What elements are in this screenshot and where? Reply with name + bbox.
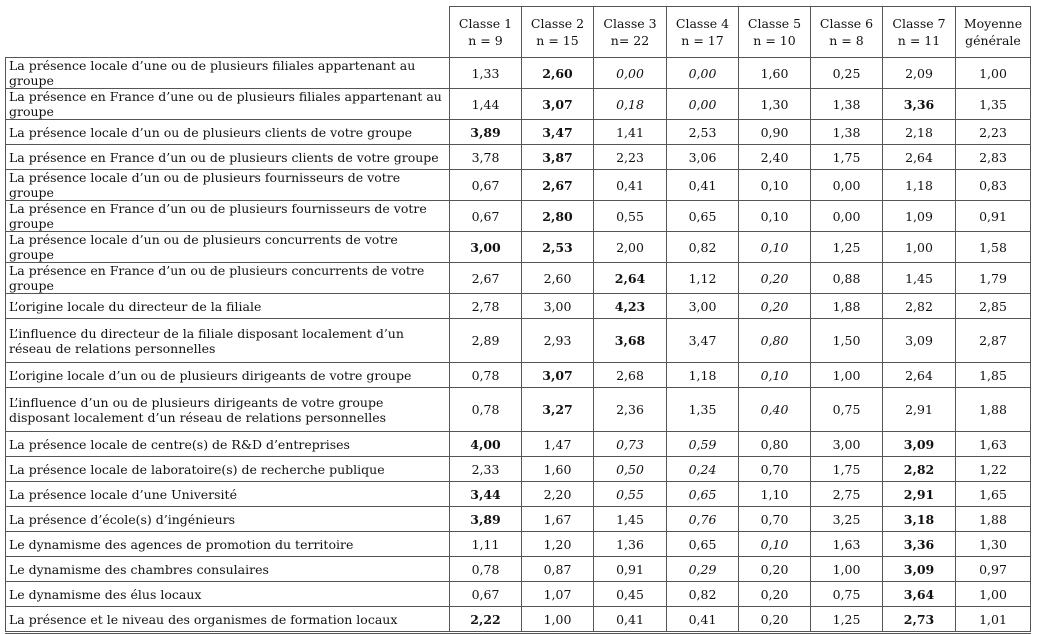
- table-cell: 0,00: [667, 89, 739, 120]
- table-cell: 3,44: [450, 482, 522, 507]
- table-cell: 3,09: [883, 319, 956, 363]
- table-cell: 0,00: [811, 170, 883, 201]
- table-cell: 0,76: [667, 507, 739, 532]
- table-cell: 2,67: [450, 263, 522, 294]
- table-cell: 1,44: [450, 89, 522, 120]
- table-cell: 3,07: [522, 89, 594, 120]
- table-cell: 0,20: [739, 607, 811, 633]
- table-row: [6, 319, 1031, 363]
- table-cell: 2,82: [883, 294, 956, 319]
- table-cell: 2,33: [450, 457, 522, 482]
- column-title: Classe 5: [747, 16, 802, 31]
- column-title: Classe 2: [530, 16, 585, 31]
- row-label: La présence en France d’un ou de plusieurs clients de votre groupe: [6, 145, 450, 170]
- table-cell: 0,41: [667, 170, 739, 201]
- table-cell: 0,90: [739, 120, 811, 145]
- table-cell: 0,00: [667, 58, 739, 89]
- table-cell: 1,20: [522, 532, 594, 557]
- table-cell: 2,00: [594, 232, 667, 263]
- column-count: n= 22: [610, 33, 650, 48]
- table-cell: 0,10: [739, 532, 811, 557]
- table-cell: 2,60: [522, 58, 594, 89]
- table-cell: 1,11: [450, 532, 522, 557]
- row-label: La présence locale de laboratoire(s) de recherche publique: [6, 457, 450, 482]
- table-row: [6, 457, 1031, 482]
- table-cell: 0,67: [450, 582, 522, 607]
- table-cell: 1,12: [667, 263, 739, 294]
- table-cell: 1,41: [594, 120, 667, 145]
- table-cell: 0,88: [811, 263, 883, 294]
- table-cell: 0,00: [811, 201, 883, 232]
- table-cell: 2,36: [594, 388, 667, 432]
- table-cell: 3,00: [667, 294, 739, 319]
- table-cell: 3,27: [522, 388, 594, 432]
- table-cell: 1,01: [956, 607, 1031, 633]
- table-cell: 2,53: [522, 232, 594, 263]
- table-cell: 1,00: [522, 607, 594, 633]
- row-label: L’influence du directeur de la filiale disposant localement d’un réseau de relations personnelles: [6, 319, 450, 363]
- table-cell: 4,23: [594, 294, 667, 319]
- table-cell: 1,00: [811, 363, 883, 388]
- table-cell: 0,41: [594, 607, 667, 633]
- table-cell: 1,30: [956, 532, 1031, 557]
- results-table: [5, 6, 1031, 634]
- table-cell: 0,18: [594, 89, 667, 120]
- table-cell: 1,85: [956, 363, 1031, 388]
- table-cell: 3,36: [883, 532, 956, 557]
- table-cell: 0,10: [739, 363, 811, 388]
- table-cell: 0,80: [739, 319, 811, 363]
- table-cell: 1,22: [956, 457, 1031, 482]
- table-row: [6, 482, 1031, 507]
- column-header: [956, 7, 1031, 58]
- row-label: La présence en France d’une ou de plusieurs filiales appartenant au groupe: [6, 89, 450, 120]
- table-cell: 0,40: [739, 388, 811, 432]
- table-cell: 0,20: [739, 582, 811, 607]
- table-cell: 2,78: [450, 294, 522, 319]
- table-cell: 3,64: [883, 582, 956, 607]
- table-cell: 1,07: [522, 582, 594, 607]
- table-row: [6, 201, 1031, 232]
- table-cell: 0,29: [667, 557, 739, 582]
- table-cell: 0,55: [594, 482, 667, 507]
- row-label: La présence locale d’un ou de plusieurs clients de votre groupe: [6, 120, 450, 145]
- table-cell: 0,25: [811, 58, 883, 89]
- table-cell: 0,41: [667, 607, 739, 633]
- table-cell: 2,91: [883, 482, 956, 507]
- table-cell: 0,65: [667, 201, 739, 232]
- table-row: [6, 432, 1031, 457]
- table-cell: 2,82: [883, 457, 956, 482]
- table-cell: 2,64: [883, 145, 956, 170]
- table-cell: 1,00: [811, 557, 883, 582]
- table-cell: 3,00: [450, 232, 522, 263]
- table-cell: 0,20: [739, 294, 811, 319]
- table-cell: 2,83: [956, 145, 1031, 170]
- table-cell: 1,00: [956, 58, 1031, 89]
- row-label: L’influence d’un ou de plusieurs dirigeants de votre groupe disposant localement d’un réseau de relations personnelles: [6, 388, 450, 432]
- column-title: Classe 7: [892, 16, 946, 31]
- table-cell: 1,63: [956, 432, 1031, 457]
- column-count: n = 8: [829, 33, 864, 48]
- table-cell: 1,75: [811, 457, 883, 482]
- table-cell: 3,47: [667, 319, 739, 363]
- table-cell: 3,06: [667, 145, 739, 170]
- table-cell: 0,65: [667, 482, 739, 507]
- table-cell: 1,35: [667, 388, 739, 432]
- column-header: [811, 7, 883, 58]
- table-cell: 2,64: [883, 363, 956, 388]
- column-count: générale: [965, 33, 1021, 48]
- row-label: La présence locale d’une Université: [6, 482, 450, 507]
- table-cell: 2,09: [883, 58, 956, 89]
- table-cell: 2,40: [739, 145, 811, 170]
- table-cell: 1,60: [522, 457, 594, 482]
- table-cell: 0,70: [739, 507, 811, 532]
- table-cell: 3,00: [811, 432, 883, 457]
- table-row: [6, 507, 1031, 532]
- table-cell: 2,80: [522, 201, 594, 232]
- table-cell: 3,87: [522, 145, 594, 170]
- table-cell: 1,79: [956, 263, 1031, 294]
- column-header: [667, 7, 739, 58]
- row-label: La présence et le niveau des organismes de formation locaux: [6, 607, 450, 633]
- row-label: La présence locale d’un ou de plusieurs fournisseurs de votre groupe: [6, 170, 450, 201]
- table-cell: 2,23: [594, 145, 667, 170]
- table-row: [6, 532, 1031, 557]
- table-cell: 0,97: [956, 557, 1031, 582]
- table-cell: 2,87: [956, 319, 1031, 363]
- table-container: [5, 6, 1030, 634]
- column-count: n = 15: [536, 33, 579, 48]
- table-cell: 3,36: [883, 89, 956, 120]
- table-cell: 0,83: [956, 170, 1031, 201]
- column-count: n = 17: [681, 33, 724, 48]
- table-cell: 0,75: [811, 388, 883, 432]
- table-cell: 1,18: [667, 363, 739, 388]
- table-cell: 2,22: [450, 607, 522, 633]
- table-cell: 0,78: [450, 557, 522, 582]
- table-cell: 3,00: [522, 294, 594, 319]
- table-cell: 1,18: [883, 170, 956, 201]
- table-cell: 4,00: [450, 432, 522, 457]
- column-title: Classe 6: [819, 16, 874, 31]
- table-cell: 0,10: [739, 232, 811, 263]
- table-cell: 1,45: [594, 507, 667, 532]
- table-cell: 3,07: [522, 363, 594, 388]
- column-header: [739, 7, 811, 58]
- column-count: n = 10: [753, 33, 796, 48]
- table-cell: 0,10: [739, 170, 811, 201]
- table-cell: 1,88: [956, 388, 1031, 432]
- table-cell: 3,09: [883, 432, 956, 457]
- table-cell: 2,67: [522, 170, 594, 201]
- table-cell: 3,89: [450, 507, 522, 532]
- table-row: [6, 582, 1031, 607]
- table-row: [6, 388, 1031, 432]
- row-label: Le dynamisme des chambres consulaires: [6, 557, 450, 582]
- table-cell: 0,78: [450, 388, 522, 432]
- table-cell: 1,88: [811, 294, 883, 319]
- table-cell: 1,65: [956, 482, 1031, 507]
- table-cell: 0,00: [594, 58, 667, 89]
- row-label: La présence en France d’un ou de plusieurs concurrents de votre groupe: [6, 263, 450, 294]
- table-row: [6, 89, 1031, 120]
- column-title: Classe 1: [458, 16, 513, 31]
- table-cell: 0,20: [739, 557, 811, 582]
- table-cell: 1,88: [956, 507, 1031, 532]
- table-cell: 0,41: [594, 170, 667, 201]
- table-cell: 0,78: [450, 363, 522, 388]
- row-label: La présence locale d’un ou de plusieurs concurrents de votre groupe: [6, 232, 450, 263]
- table-cell: 0,82: [667, 582, 739, 607]
- column-count: n = 11: [897, 33, 941, 48]
- table-cell: 0,59: [667, 432, 739, 457]
- table-cell: 0,20: [739, 263, 811, 294]
- header-row: [6, 7, 1031, 58]
- table-cell: 1,67: [522, 507, 594, 532]
- column-header: [883, 7, 956, 58]
- row-label: La présence d’école(s) d’ingénieurs: [6, 507, 450, 532]
- table-cell: 2,64: [594, 263, 667, 294]
- table-cell: 1,00: [956, 582, 1031, 607]
- column-header: [450, 7, 522, 58]
- table-row: [6, 145, 1031, 170]
- table-cell: 0,91: [956, 201, 1031, 232]
- row-label: Le dynamisme des élus locaux: [6, 582, 450, 607]
- table-row: [6, 557, 1031, 582]
- table-cell: 2,91: [883, 388, 956, 432]
- column-title: Moyenne: [963, 16, 1023, 31]
- table-cell: 2,89: [450, 319, 522, 363]
- column-header: [594, 7, 667, 58]
- table-cell: 3,09: [883, 557, 956, 582]
- table-cell: 1,38: [811, 120, 883, 145]
- row-label: Le dynamisme des agences de promotion du territoire: [6, 532, 450, 557]
- table-cell: 0,50: [594, 457, 667, 482]
- table-cell: 1,10: [739, 482, 811, 507]
- table-cell: 1,47: [522, 432, 594, 457]
- table-cell: 2,20: [522, 482, 594, 507]
- table-body: [6, 58, 1031, 633]
- column-count: n = 9: [468, 33, 503, 48]
- row-label: La présence locale d’une ou de plusieurs filiales appartenant au groupe: [6, 58, 450, 89]
- column-title: Classe 3: [603, 16, 657, 31]
- table-cell: 0,82: [667, 232, 739, 263]
- table-cell: 1,00: [883, 232, 956, 263]
- table-cell: 1,60: [739, 58, 811, 89]
- column-header: [522, 7, 594, 58]
- table-cell: 2,53: [667, 120, 739, 145]
- table-cell: 1,30: [739, 89, 811, 120]
- corner-cell: [6, 7, 450, 58]
- table-cell: 0,87: [522, 557, 594, 582]
- table-cell: 1,33: [450, 58, 522, 89]
- table-cell: 3,68: [594, 319, 667, 363]
- table-cell: 1,38: [811, 89, 883, 120]
- table-row: [6, 607, 1031, 633]
- table-row: [6, 120, 1031, 145]
- table-cell: 2,68: [594, 363, 667, 388]
- table-row: [6, 170, 1031, 201]
- row-label: L’origine locale d’un ou de plusieurs dirigeants de votre groupe: [6, 363, 450, 388]
- table-cell: 0,75: [811, 582, 883, 607]
- table-cell: 2,60: [522, 263, 594, 294]
- table-cell: 0,73: [594, 432, 667, 457]
- table-cell: 3,25: [811, 507, 883, 532]
- table-row: [6, 58, 1031, 89]
- table-cell: 0,70: [739, 457, 811, 482]
- table-cell: 3,78: [450, 145, 522, 170]
- table-row: [6, 232, 1031, 263]
- table-cell: 1,75: [811, 145, 883, 170]
- table-cell: 2,75: [811, 482, 883, 507]
- table-row: [6, 294, 1031, 319]
- table-cell: 1,45: [883, 263, 956, 294]
- table-cell: 3,89: [450, 120, 522, 145]
- table-cell: 0,80: [739, 432, 811, 457]
- table-cell: 3,18: [883, 507, 956, 532]
- table-cell: 2,23: [956, 120, 1031, 145]
- table-cell: 2,93: [522, 319, 594, 363]
- table-cell: 1,25: [811, 607, 883, 633]
- table-cell: 1,36: [594, 532, 667, 557]
- table-cell: 0,55: [594, 201, 667, 232]
- table-cell: 0,91: [594, 557, 667, 582]
- table-cell: 0,67: [450, 201, 522, 232]
- row-label: La présence locale de centre(s) de R&D d’entreprises: [6, 432, 450, 457]
- table-cell: 0,24: [667, 457, 739, 482]
- table-cell: 1,25: [811, 232, 883, 263]
- table-cell: 2,73: [883, 607, 956, 633]
- table-row: [6, 263, 1031, 294]
- table-cell: 0,65: [667, 532, 739, 557]
- table-cell: 0,10: [739, 201, 811, 232]
- table-cell: 2,85: [956, 294, 1031, 319]
- table-cell: 1,63: [811, 532, 883, 557]
- table-row: [6, 363, 1031, 388]
- table-cell: 1,09: [883, 201, 956, 232]
- column-title: Classe 4: [675, 16, 730, 31]
- table-cell: 3,47: [522, 120, 594, 145]
- table-cell: 1,50: [811, 319, 883, 363]
- row-label: La présence en France d’un ou de plusieurs fournisseurs de votre groupe: [6, 201, 450, 232]
- table-cell: 1,58: [956, 232, 1031, 263]
- table-cell: 1,35: [956, 89, 1031, 120]
- table-cell: 2,18: [883, 120, 956, 145]
- row-label: L’origine locale du directeur de la filiale: [6, 294, 450, 319]
- table-cell: 0,67: [450, 170, 522, 201]
- table-cell: 0,45: [594, 582, 667, 607]
